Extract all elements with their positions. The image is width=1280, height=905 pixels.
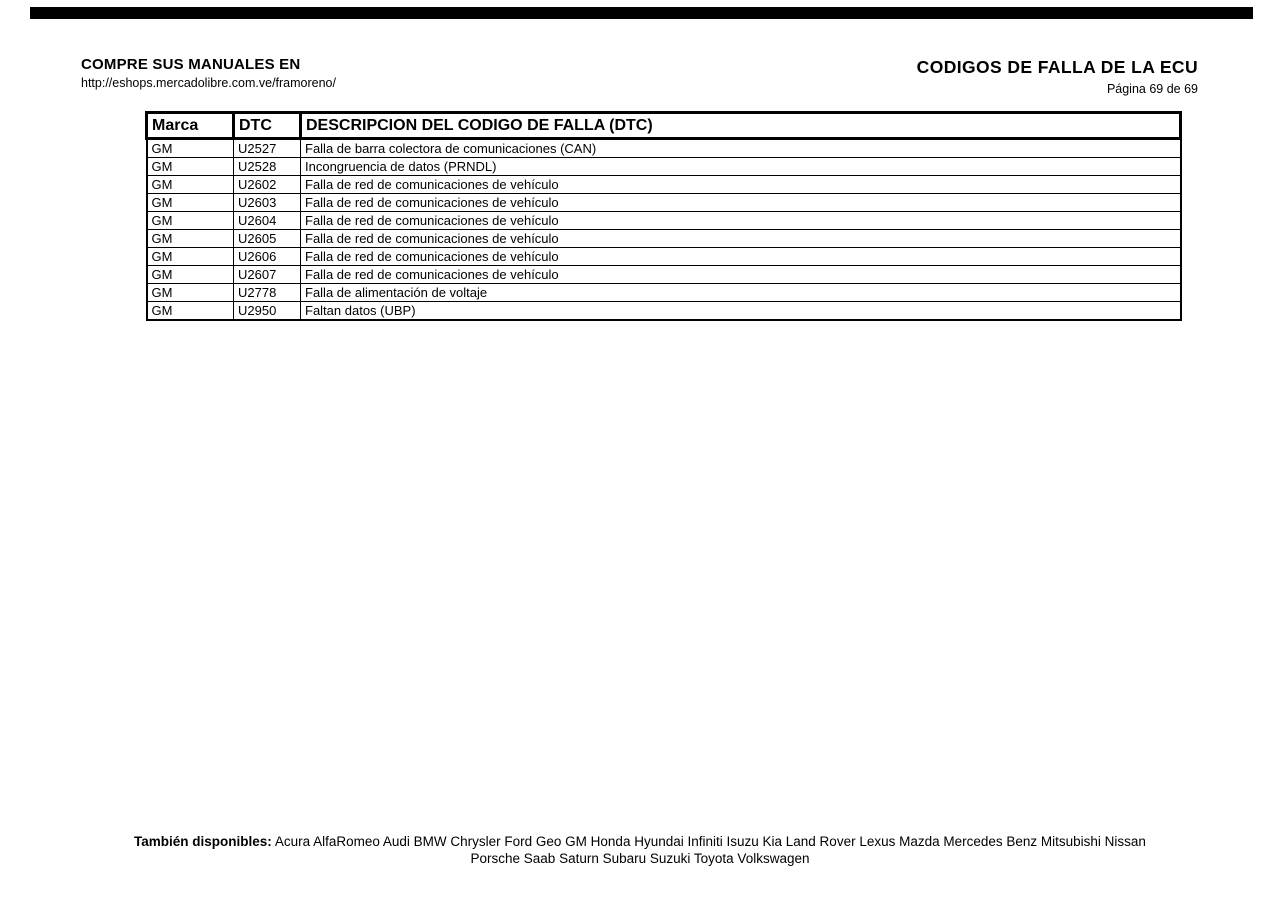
cell-dtc: U2602 [234,176,301,194]
table-row [147,212,1181,230]
shop-promo-title: COMPRE SUS MANUALES EN [81,56,301,73]
table-row [147,176,1181,194]
cell-marca: GM [147,248,234,266]
cell-dtc: U2528 [234,158,301,176]
table-row [147,248,1181,266]
cell-descripcion: Falla de red de comunicaciones de vehículo [301,248,1181,266]
cell-dtc: U2603 [234,194,301,212]
shop-url: http://eshops.mercadolibre.com.ve/framoreno/ [81,76,336,90]
header-left [81,57,336,91]
cell-descripcion: Falla de red de comunicaciones de vehículo [301,230,1181,248]
footer-label: También disponibles: [134,834,272,849]
cell-descripcion: Falla de red de comunicaciones de vehículo [301,266,1181,284]
cell-marca: GM [147,176,234,194]
doc-title: CODIGOS DE FALLA DE LA ECU [916,57,1198,77]
cell-marca: GM [147,212,234,230]
page-number: Página 69 de 69 [1106,82,1198,96]
header-right [917,58,1198,96]
table-row [147,158,1181,176]
cell-marca: GM [147,284,234,302]
column-header-marca: Marca [147,113,234,139]
cell-marca: GM [147,194,234,212]
cell-dtc: U2950 [234,302,301,321]
cell-marca: GM [147,302,234,321]
dtc-table-body [147,139,1181,321]
cell-dtc: U2607 [234,266,301,284]
column-header-dtc: DTC [234,113,301,139]
cell-descripcion: Faltan datos (UBP) [301,302,1181,321]
footer-line-1 [0,834,1280,851]
cell-descripcion: Falla de red de comunicaciones de vehículo [301,176,1181,194]
dtc-table [145,111,1182,321]
cell-descripcion: Falla de red de comunicaciones de vehículo [301,212,1181,230]
cell-marca: GM [147,230,234,248]
cell-dtc: U2604 [234,212,301,230]
table-row [147,284,1181,302]
cell-descripcion: Falla de barra colectora de comunicaciones (CAN) [301,139,1181,158]
footer [0,834,1280,867]
cell-descripcion: Falla de alimentación de voltaje [301,284,1181,302]
table-row [147,302,1181,321]
table-header-row [147,113,1181,139]
cell-descripcion: Falla de red de comunicaciones de vehículo [301,194,1181,212]
cell-marca: GM [147,266,234,284]
table-row [147,266,1181,284]
cell-dtc: U2527 [234,139,301,158]
column-header-descripcion: DESCRIPCION DEL CODIGO DE FALLA (DTC) [301,113,1181,139]
cell-marca: GM [147,139,234,158]
cell-descripcion: Incongruencia de datos (PRNDL) [301,158,1181,176]
cell-dtc: U2605 [234,230,301,248]
footer-brands-line2: Porsche Saab Saturn Subaru Suzuki Toyota Volkswagen [470,850,810,866]
cell-marca: GM [147,158,234,176]
cell-dtc: U2606 [234,248,301,266]
table-row [147,139,1181,158]
table-row [147,230,1181,248]
table-row [147,194,1181,212]
footer-brands-line1: Acura AlfaRomeo Audi BMW Chrysler Ford Geo GM Honda Hyundai Infiniti Isuzu Kia Land Rover Lexus Mazda Mercedes Benz Mitsubishi Nissan [274,834,1146,849]
cell-dtc: U2778 [234,284,301,302]
header-rule-bar [30,7,1253,19]
